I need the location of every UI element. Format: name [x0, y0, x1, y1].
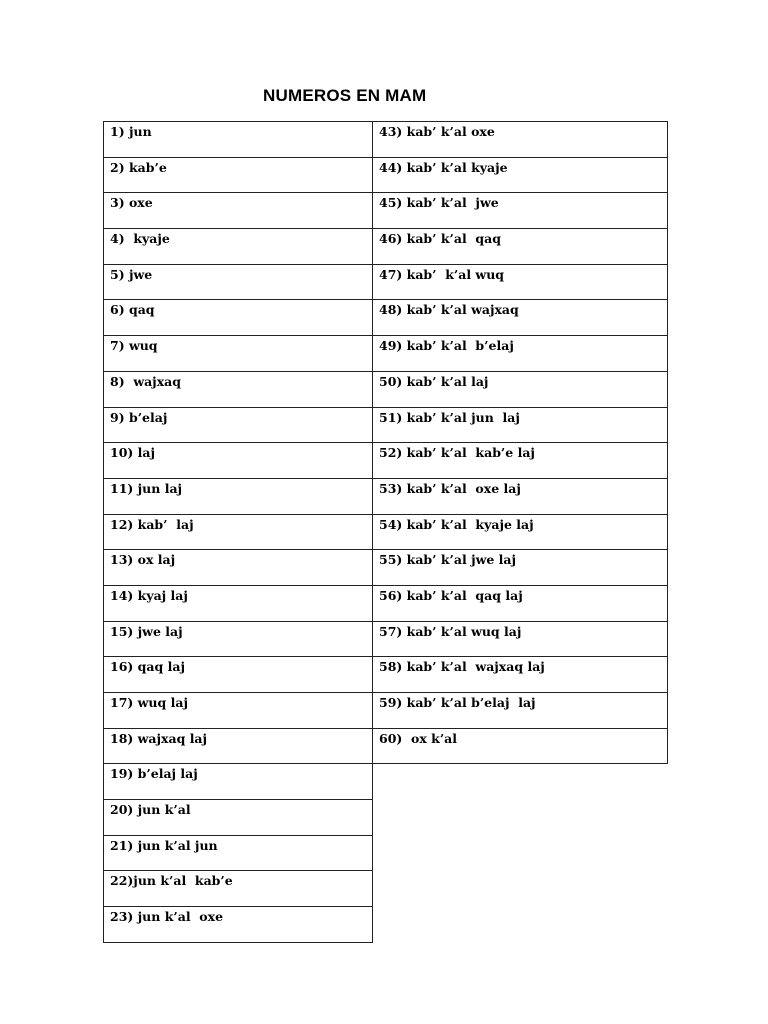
- number-cell: [373, 728, 668, 764]
- number-text: 4) kyaje: [110, 231, 170, 247]
- number-text: 49) kab’ k’al b’elaj: [379, 338, 514, 354]
- number-text: 22)jun k’al kab’e: [110, 873, 233, 889]
- number-cell: [104, 300, 373, 336]
- number-text: 6) qaq: [110, 302, 155, 318]
- number-cell: [373, 585, 668, 621]
- number-cell: [104, 657, 373, 693]
- table-row: [104, 585, 373, 621]
- table-row: [104, 907, 373, 943]
- number-text: 50) kab’ k’al laj: [379, 373, 489, 389]
- table-row: [104, 407, 373, 443]
- table-row: [104, 264, 373, 300]
- number-cell: [373, 229, 668, 265]
- table-row: [104, 621, 373, 657]
- number-text: 46) kab’ k’al qaq: [379, 231, 502, 247]
- number-cell: [104, 800, 373, 836]
- table-row: [104, 835, 373, 871]
- number-text: 3) oxe: [110, 195, 153, 211]
- table-row: [373, 621, 668, 657]
- number-text: 17) wuq laj: [110, 695, 188, 710]
- number-text: 13) ox laj: [110, 552, 176, 568]
- table-row: [104, 122, 373, 158]
- table-row: [104, 871, 373, 907]
- number-cell: [373, 407, 668, 443]
- number-cell: [373, 300, 668, 336]
- number-cell: [104, 693, 373, 729]
- table-row: [373, 193, 668, 229]
- number-cell: [104, 907, 373, 943]
- number-text: 59) kab’ k’al b’elaj laj: [379, 695, 536, 710]
- number-text: 51) kab’ k’al jun laj: [379, 409, 520, 425]
- number-text: 10) laj: [110, 445, 156, 461]
- number-text: 44) kab’ k’al kyaje: [379, 159, 508, 175]
- number-text: 52) kab’ k’al kab’e laj: [379, 445, 535, 461]
- number-cell: [104, 371, 373, 407]
- number-cell: [373, 122, 668, 158]
- table-row: [104, 657, 373, 693]
- number-text: 2) kab’e: [110, 159, 167, 175]
- number-cell: [104, 193, 373, 229]
- number-text: 56) kab’ k’al qaq laj: [379, 587, 523, 603]
- number-cell: [373, 336, 668, 372]
- number-text: 53) kab’ k’al oxe laj: [379, 480, 521, 496]
- number-cell: [104, 728, 373, 764]
- table-row: [104, 157, 373, 193]
- table-row: [104, 336, 373, 372]
- number-cell: [104, 229, 373, 265]
- number-cell: [104, 835, 373, 871]
- left-table-body: [104, 122, 373, 943]
- table-row: [104, 764, 373, 800]
- number-text: 9) b’elaj: [110, 409, 168, 425]
- number-cell: [104, 407, 373, 443]
- number-text: 8) wajxaq: [110, 373, 181, 389]
- table-row: [104, 550, 373, 586]
- number-cell: [373, 371, 668, 407]
- number-text: 60) ox k’al: [379, 730, 458, 746]
- number-text: 58) kab’ k’al wajxaq laj: [379, 659, 545, 675]
- number-text: 20) jun k’al: [110, 802, 191, 818]
- number-text: 12) kab’ laj: [110, 516, 194, 532]
- table-row: [373, 300, 668, 336]
- number-cell: [373, 264, 668, 300]
- table-row: [104, 514, 373, 550]
- number-cell: [373, 657, 668, 693]
- table-row: [104, 229, 373, 265]
- table-row: [373, 657, 668, 693]
- number-text: 11) jun laj: [110, 480, 183, 496]
- number-cell: [373, 514, 668, 550]
- table-row: [373, 693, 668, 729]
- number-text: 45) kab’ k’al jwe: [379, 195, 499, 211]
- number-cell: [104, 264, 373, 300]
- number-text: 54) kab’ k’al kyaje laj: [379, 516, 534, 532]
- table-row: [373, 514, 668, 550]
- table-row: [373, 229, 668, 265]
- table-row: [373, 122, 668, 158]
- number-cell: [373, 621, 668, 657]
- right-number-table: [373, 121, 668, 764]
- number-text: 15) jwe laj: [110, 623, 183, 639]
- table-row: [104, 800, 373, 836]
- table-row: [373, 478, 668, 514]
- number-cell: [104, 550, 373, 586]
- table-row: [373, 157, 668, 193]
- number-cell: [104, 157, 373, 193]
- number-cell: [373, 693, 668, 729]
- right-table-body: [373, 122, 668, 764]
- number-cell: [104, 443, 373, 479]
- table-row: [104, 371, 373, 407]
- table-row: [373, 728, 668, 764]
- number-text: 7) wuq: [110, 338, 158, 354]
- table-row: [373, 264, 668, 300]
- number-cell: [104, 122, 373, 158]
- number-text: 55) kab’ k’al jwe laj: [379, 552, 517, 568]
- number-text: 48) kab’ k’al wajxaq: [379, 302, 519, 318]
- number-text: 16) qaq laj: [110, 659, 185, 675]
- number-cell: [104, 478, 373, 514]
- number-text: 5) jwe: [110, 266, 153, 282]
- number-text: 1) jun: [110, 124, 152, 139]
- number-cell: [373, 157, 668, 193]
- table-row: [104, 693, 373, 729]
- number-text: 21) jun k’al jun: [110, 837, 218, 853]
- table-row: [373, 371, 668, 407]
- table-row: [373, 585, 668, 621]
- number-text: 23) jun k’al oxe: [110, 909, 224, 925]
- table-row: [373, 443, 668, 479]
- number-cell: [104, 336, 373, 372]
- number-cell: [104, 585, 373, 621]
- number-cell: [104, 871, 373, 907]
- table-row: [104, 478, 373, 514]
- number-cell: [373, 550, 668, 586]
- number-cell: [104, 621, 373, 657]
- number-cell: [104, 764, 373, 800]
- page-title: NUMEROS EN MAM: [263, 86, 427, 105]
- number-text: 19) b’elaj laj: [110, 766, 198, 782]
- table-row: [104, 728, 373, 764]
- number-text: 14) kyaj laj: [110, 587, 188, 603]
- number-text: 47) kab’ k’al wuq: [379, 266, 505, 282]
- number-text: 57) kab’ k’al wuq laj: [379, 623, 522, 639]
- table-row: [104, 193, 373, 229]
- table-row: [373, 550, 668, 586]
- number-cell: [373, 443, 668, 479]
- number-text: 43) kab’ k’al oxe: [379, 124, 495, 139]
- number-cell: [373, 193, 668, 229]
- table-row: [373, 407, 668, 443]
- number-text: 18) wajxaq laj: [110, 730, 208, 746]
- left-number-table: [103, 121, 373, 943]
- table-row: [373, 336, 668, 372]
- number-cell: [373, 478, 668, 514]
- number-cell: [104, 514, 373, 550]
- table-row: [104, 443, 373, 479]
- table-row: [104, 300, 373, 336]
